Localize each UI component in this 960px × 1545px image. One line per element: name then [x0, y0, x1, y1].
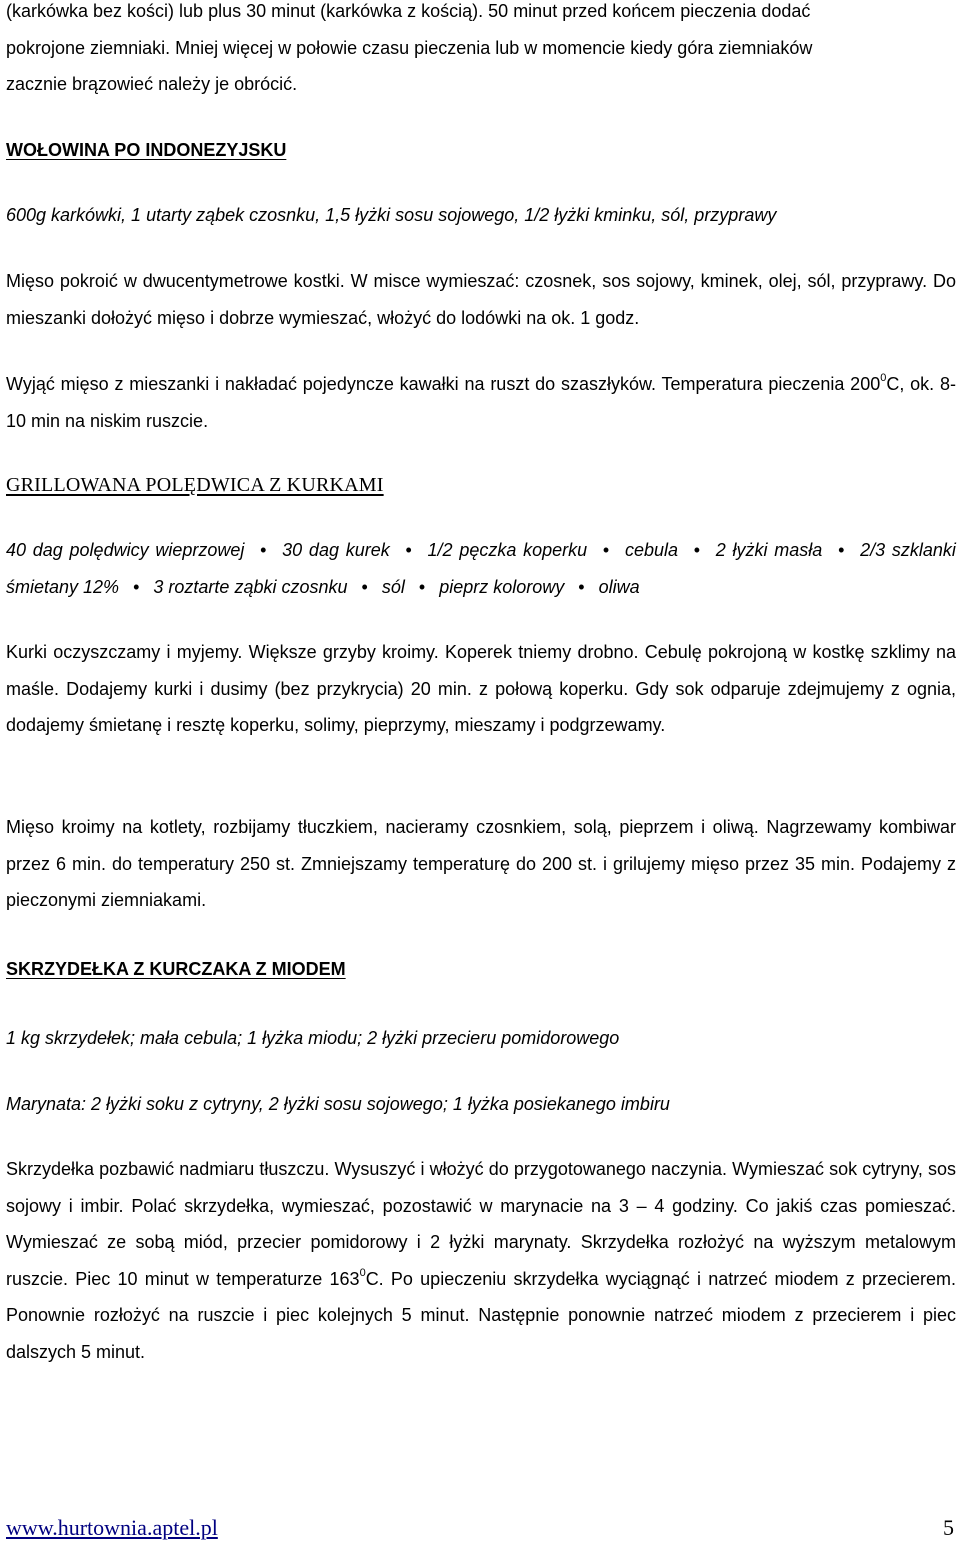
bullet-separator: •	[260, 540, 267, 560]
recipe-3-steps-text-a: Skrzydełka pozbawić nadmiaru tłuszczu. Wysuszyć i włożyć do przygotowanego naczynia. Wymieszać sok cytryny, sos sojowy i imbir. Polać skrzydełka, wymieszać, pozostawić w marynacie na 3 – 4 godziny. Co jakiś czas pomieszać. Wymieszać ze sobą miód, przecier pomidorowy i 2 łyżki marynaty. Skrzydełka rozłożyć na wyższym metalowym ruszcie. Piec 10 minut w temperaturze 163	[6, 1159, 956, 1289]
ingredient-item: 2 łyżki masła	[715, 540, 823, 560]
recipe-3-ingredients: 1 kg skrzydełek; mała cebula; 1 łyżka miodu; 2 łyżki przecieru pomidorowego	[6, 1028, 620, 1048]
bullet-separator: •	[418, 576, 426, 597]
recipe-3-title: SKRZYDEŁKA Z KURCZAKA Z MIODEM	[6, 959, 346, 979]
ingredient-item: oliwa	[598, 576, 640, 597]
bullet-separator: •	[578, 576, 585, 597]
recipe-2-title: GRILLOWANA POLĘDWICA Z KURKAMI	[6, 474, 384, 496]
recipe-1-title: WOŁOWINA PO INDONEZYJSKU	[6, 140, 287, 160]
recipe-1-ingredients-block	[6, 197, 956, 234]
recipe-1-step-2-text-b: C, ok. 8-10 min na niskim ruszcie.	[6, 374, 956, 431]
intro-line-2: pokrojone ziemniaki. Mniej więcej w połowie czasu pieczenia lub w momencie kiedy góra ziemniaków	[6, 37, 813, 58]
recipe-3-degree: 0	[359, 1266, 366, 1279]
recipe-2-ingredients	[6, 532, 956, 605]
bullet-separator: •	[361, 576, 368, 597]
recipe-3-ingredients-block	[6, 1020, 956, 1057]
recipe-2-ingredients-block	[6, 532, 956, 605]
ingredient-item: 3 roztarte ząbki czosnku	[153, 576, 348, 597]
recipe-2-step-2-block	[6, 809, 956, 919]
footer-website-link[interactable]: www.hurtownia.aptel.pl	[6, 1515, 218, 1540]
intro-line-3: zacznie brązowieć należy je obrócić.	[6, 74, 298, 94]
ingredient-item: sól	[381, 576, 405, 597]
recipe-3-steps-text-b: C. Po upieczeniu skrzydełka wyciągnąć i natrzeć miodem z przecierem. Ponownie rozłożyć na ruszcie i piec kolejnych 5 minut. Następnie ponownie natrzeć miodem z przecierem i piec dalszych 5 minut.	[6, 1268, 957, 1362]
bullet-separator: •	[602, 540, 610, 560]
recipe-1-title-block	[6, 132, 956, 168]
ingredient-item: 40 dag polędwicy wieprzowej	[6, 540, 245, 560]
recipe-1-step-2-block	[6, 366, 956, 439]
bullet-separator: •	[405, 540, 412, 560]
recipe-3-steps-block	[6, 1151, 956, 1370]
ingredient-item: 1/2 pęczka koperku	[427, 540, 588, 560]
recipe-3-title-block	[6, 951, 956, 987]
recipe-2-step-1: Kurki oczyszczamy i myjemy. Większe grzyby kroimy. Koperek tniemy drobno. Cebulę pokrojoną w kostkę szklimy na maśle. Dodajemy kurki i dusimy (bez przykrycia) 20 min. z połową koperku. Gdy sok odparuje zdejmujemy z ognia, dodajemy śmietanę i resztę koperku, solimy, pieprzymy, mieszamy i podgrzewamy.	[6, 642, 956, 735]
recipe-1-step-1: Mięso pokroić w dwucentymetrowe kostki. W misce wymieszać: czosnek, sos sojowy, kminek, olej, sól, przyprawy. Do mieszanki dołożyć mięso i dobrze wymieszać, włożyć do lodówki na ok. 1 godz.	[6, 271, 956, 328]
recipe-3-steps	[6, 1151, 956, 1370]
recipe-2-step-2: Mięso kroimy na kotlety, rozbijamy tłuczkiem, nacieramy czosnkiem, solą, pieprzem i oliwą. Nagrzewamy kombiwar przez 6 min. do temperatury 250 st. Zmniejszamy temperaturę do 200 st. i grilujemy mięso przez 35 min. Podajemy z pieczonymi ziemniakami.	[6, 817, 956, 910]
recipe-2-step-1-block	[6, 634, 956, 744]
intro-line-1: (karkówka bez kości) lub plus 30 minut (karkówka z kością). 50 minut przed końcem pieczenia dodać	[6, 1, 811, 21]
ingredient-item: 30 dag kurek	[282, 540, 390, 560]
page-number: 5	[943, 1515, 954, 1540]
recipe-1-step-2-text-a: Wyjąć mięso z mieszanki i nakładać pojedyncze kawałki na ruszt do szaszłyków. Temperatura pieczenia 200	[6, 374, 881, 394]
recipe-1-step-1-block	[6, 263, 956, 336]
recipe-2-title-block	[6, 467, 956, 503]
bullet-separator: •	[693, 540, 701, 560]
ingredient-item: 2/3 szklanki śmietany 12%	[6, 540, 956, 597]
bullet-separator: •	[133, 576, 140, 597]
bullet-separator: •	[838, 540, 845, 560]
recipe-1-ingredients: 600g karkówki, 1 utarty ząbek czosnku, 1,5 łyżki sosu sojowego, 1/2 łyżki kminku, sól, przyprawy	[6, 205, 777, 225]
ingredient-item: cebula	[624, 540, 678, 560]
recipe-1-step-2	[6, 366, 956, 439]
ingredient-item: pieprz kolorowy	[439, 576, 565, 597]
recipe-3-marinade-block	[6, 1086, 956, 1123]
intro-paragraph	[6, 0, 956, 103]
recipe-1-step-2-degree: 0	[880, 372, 887, 384]
recipe-3-marinade: Marynata: 2 łyżki soku z cytryny, 2 łyżki sosu sojowego; 1 łyżka posiekanego imbiru	[6, 1094, 670, 1114]
